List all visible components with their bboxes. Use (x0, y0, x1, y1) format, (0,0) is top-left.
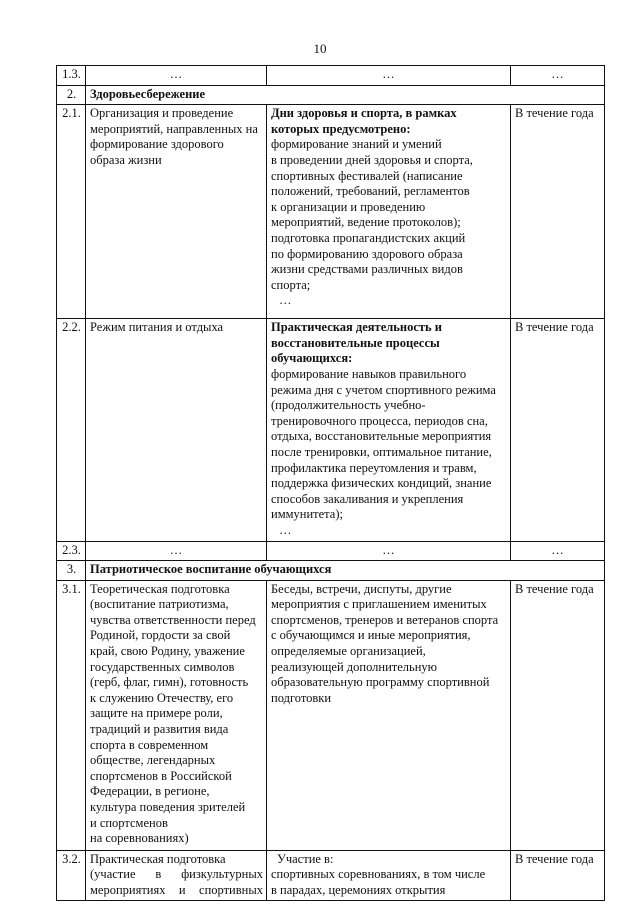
activity-content: Участие в: спортивных соревнованиях, в том числе в парадах, церемониях открытия (267, 850, 511, 901)
ellipsis-cell: … (86, 66, 267, 86)
activity-name: Теоретическая подготовка (воспитание патриотизма, чувства ответственности перед Родиной, гордости за свой край, свою Родину, уважение государственных символов (герб, флаг, гимн), готовность к служению Отечеству, его защите на примере роли, традиций и развития вида спорта в современном обществе, легендарных спортсменов в Российской Федерации, в регионе, культура поведения зрителей и спортсменов на соревнованиях) (86, 580, 267, 850)
timing-cell: В течение года (511, 319, 605, 541)
activity-name: Организация и проведение мероприятий, направленных на формирование здорового образа жизни (86, 105, 267, 319)
row-number: 2.1. (57, 105, 86, 319)
row-number: 2.3. (57, 541, 86, 561)
ellipsis-cell: … (511, 66, 605, 86)
table-row (57, 319, 605, 541)
activity-plan-table (56, 65, 605, 901)
timing-cell: В течение года (511, 105, 605, 319)
row-number: 1.3. (57, 66, 86, 86)
activity-name: Режим питания и отдыха (86, 319, 267, 541)
ellipsis-cell: … (511, 541, 605, 561)
section-number: 3. (57, 561, 86, 581)
ellipsis-cell: … (267, 541, 511, 561)
page-number: 10 (313, 41, 327, 56)
ellipsis-cell: … (267, 66, 511, 86)
activity-content: Практическая деятельность и восстановительные процессы обучающихся: формирование навыков правильного режима дня с учетом спортивного режима (продолжительность учебно- тренировочного процесса, периодов сна, отдыха, восстановительные мероприятия после тренировки, оптимальное питание, профилактика переутомления и травм, поддержка физических кондиций, знание способов закаливания и укрепления иммунитета); … (267, 319, 511, 541)
activity-content: Дни здоровья и спорта, в рамках которых предусмотрено: формирование знаний и умений в проведении дней здоровья и спорта, спортивных фестивалей (написание положений, требований, регламентов к организации и проведению мероприятий, ведение протоколов); подготовка пропагандистских акций по формированию здорового образа жизни средствами различных видов спорта; … (267, 105, 511, 319)
section-title: Здоровьесбережение (86, 85, 605, 105)
row-number: 3.1. (57, 580, 86, 850)
table-row (57, 105, 605, 319)
table-row (57, 850, 605, 901)
ellipsis-cell: … (86, 541, 267, 561)
table-row (57, 580, 605, 850)
timing-cell: В течение года (511, 580, 605, 850)
section-row (57, 85, 605, 105)
section-number: 2. (57, 85, 86, 105)
timing-cell: В течение года (511, 850, 605, 901)
activity-name: Практическая подготовка (участие в физкультурных мероприятиях и спортивных (86, 850, 267, 901)
activity-content: Беседы, встречи, диспуты, другие мероприятия с приглашением именитых спортсменов, тренеров и ветеранов спорта с обучающимся и иные мероприятия, определяемые организацией, реализующей дополнительную образовательную программу спортивной подготовки (267, 580, 511, 850)
section-row (57, 561, 605, 581)
section-title: Патриотическое воспитание обучающихся (86, 561, 605, 581)
row-number: 2.2. (57, 319, 86, 541)
table-row (57, 541, 605, 561)
table-row (57, 66, 605, 86)
row-number: 3.2. (57, 850, 86, 901)
